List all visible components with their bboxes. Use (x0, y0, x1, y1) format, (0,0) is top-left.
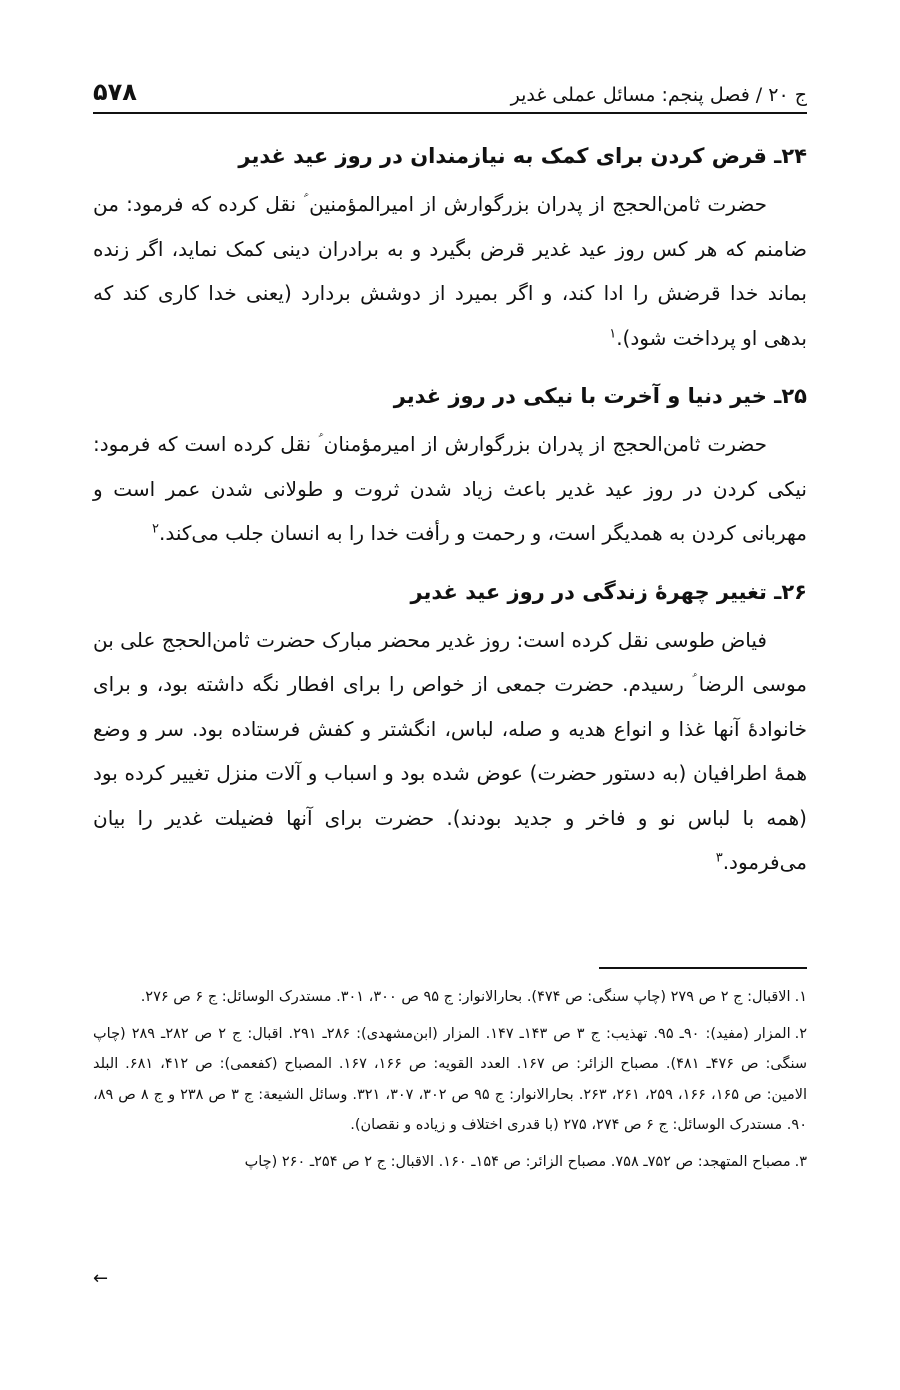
main-text (93, 136, 807, 901)
footnote-divider (599, 967, 807, 969)
running-title: ج ۲۰ / فصل پنجم: مسائل عملی غدیر (510, 84, 807, 106)
footnote-number: ۱. (794, 989, 807, 1005)
footnote-item (93, 982, 807, 1013)
page-number: ۵۷۸ (93, 78, 137, 106)
footnotes (93, 982, 807, 1183)
section-body: حضرت ثامن‌الحجج از پدران بزرگوارش از امیرالمؤمنین ؑ نقل کرده که فرمود: من ضامنم که هر کس روز عید غدیر قرض بگیرد و به برادران دینی کمک نماید، اگر زنده بماند خدا قرضش را ادا کند، و اگر بمیرد از دوشش بردارد (یعنی خدا کاری کند که بدهی او پرداخت شود).$^۱$ (93, 192, 807, 350)
section-25 (93, 376, 807, 556)
section-body: فیاض طوسی نقل کرده است: روز غدیر محضر مبارک حضرت ثامن‌الحجج علی بن موسی الرضا ؑ رسیدم. حضرت جمعی از خواص را برای افطار نگه داشته بود، و برای خانوادهٔ آنها غذا و انواع هدیه و صله، لباس، انگشتر و کفش فرستاده بود. سر و وضع همهٔ اطرافیان (به دستور حضرت) عوض شده بود و اسباب و آلات منزل تغییر کرده بود (همه با لباس نو و فاخر و جدید بودند). حضرت برای آنها فضیلت غدیر را بیان می‌فرمود.$^۳$ (93, 627, 807, 874)
footnote-item (93, 1147, 807, 1178)
section-heading: ۲۵ـ خیر دنیا و آخرت با نیکی در روز غدیر (393, 384, 807, 408)
section-heading: ۲۶ـ تغییر چهرهٔ زندگی در روز عید غدیر (410, 579, 807, 604)
footnote-number: ۳. (794, 1153, 807, 1170)
footnote-text: الاقبال: ج ۲ ص ۲۷۹ (چاپ سنگی: ص ۴۷۴). بحارالانوار: ج ۹۵ ص ۳۰۰، ۳۰۱. مستدرک الوسائل: ج ۶ ص ۲۷۶. (140, 989, 791, 1005)
continue-arrow-icon: ← (93, 1268, 109, 1289)
page-header (93, 70, 807, 114)
footnote-ref[interactable]: ۳ (715, 850, 723, 866)
footnote-item (93, 1019, 807, 1141)
section-body: حضرت ثامن‌الحجج از پدران بزرگوارش از امیرمؤمنان ؑ نقل کرده است که فرمود: نیکی کردن در روز عید غدیر باعث زیاد شدن ثروت و طولانی شدن عمر است و مهربانی کردن به همدیگر است، و رحمت و رأفت خدا را به انسان جلب می‌کند.$^۲$ (93, 432, 807, 545)
footnote-text: مصباح المتهجد: ص ۷۵۲ـ ۷۵۸. مصباح الزائر: ص ۱۵۴ـ ۱۶۰. الاقبال: ج ۲ ص ۲۵۴ـ ۲۶۰ (چاپ (244, 1153, 791, 1170)
section-26 (93, 572, 807, 885)
footnote-text: المزار (مفید): ۹۰ـ ۹۵. تهذیب: ج ۳ ص ۱۴۳ـ ۱۴۷. المزار (ابن‌مشهدی): ۲۸۶ـ ۲۹۱. اقبال: ج ۲ ص ۲۸۲ـ ۲۸۹ (چاپ سنگی: ص ۴۷۶ـ ۴۸۱). مصباح الزائر: ص ۱۶۷. العدد القویه: ص ۱۶۶، ۱۶۷. المصباح (کفعمی): ص ۴۱۲، ۶۸۱. البلد الامین: ص ۱۶۵، ۱۶۶، ۲۵۹، ۲۶۱، ۲۶۳. بحارالانوار: ج ۹۵ ص ۳۰۲، ۳۰۷، ۳۲۱. وسائل الشیعة: ج ۳ ص ۲۳۸ و ج ۸ ص ۸۹، ۹۰. مستدرک الوسائل: ج ۶ ص ۲۷۴، ۲۷۵ (با قدری اختلاف و زیاده و نقصان). (93, 1025, 808, 1133)
section-24 (93, 136, 807, 360)
footnote-ref[interactable]: ۲ (152, 521, 159, 537)
footnote-ref[interactable]: ۱ (609, 325, 617, 341)
section-heading: ۲۴ـ قرض کردن برای کمک به نیازمندان در روز عید غدیر (238, 144, 807, 168)
footnote-number: ۲. (794, 1025, 807, 1042)
